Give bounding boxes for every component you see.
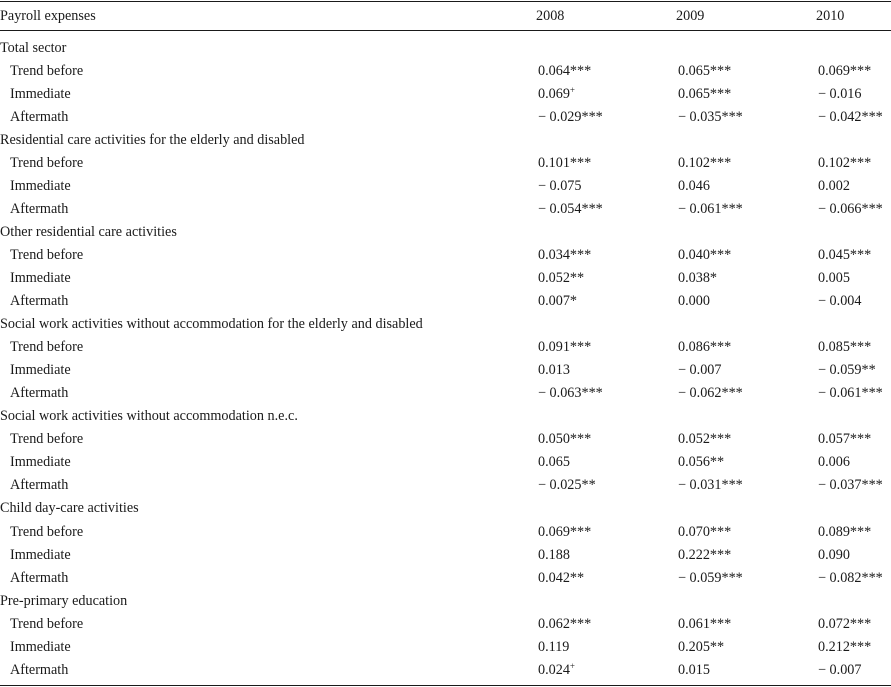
value-2010: 0.006 (818, 454, 850, 470)
significance-mark: + (569, 661, 575, 671)
value-2008: − 0.025** (538, 477, 596, 493)
value-2008: 0.062*** (538, 616, 592, 632)
value-2009: 0.056** (678, 454, 725, 470)
row-label: Trend before (10, 431, 84, 447)
value-2009: − 0.061*** (678, 201, 743, 217)
value-2009: 0.102*** (678, 155, 732, 171)
value-2008: 0.052** (538, 270, 585, 286)
value-2009: 0.061*** (678, 616, 732, 632)
bottom-rule (0, 685, 891, 686)
section-title: Total sector (0, 40, 67, 56)
value-2009: 0.000 (678, 293, 710, 309)
value-2009: − 0.031*** (678, 477, 743, 493)
row-label: Aftermath (10, 201, 69, 217)
value-2009: 0.038* (678, 270, 718, 286)
value-2008: 0.069*** (538, 524, 592, 540)
top-rule (0, 1, 891, 2)
value-2008: 0.101*** (538, 155, 592, 171)
value-2009: 0.046 (678, 178, 710, 194)
value-2009: 0.065*** (678, 86, 732, 102)
row-label: Trend before (10, 616, 84, 632)
value-2010: 0.045*** (818, 247, 872, 263)
value-2008: 0.034*** (538, 247, 592, 263)
value-2010: − 0.004 (818, 293, 862, 309)
row-label: Trend before (10, 339, 84, 355)
value-2010: − 0.061*** (818, 385, 883, 401)
value-2010: 0.069*** (818, 63, 872, 79)
value-2009: 0.065*** (678, 63, 732, 79)
value-2009: − 0.059*** (678, 570, 743, 586)
section-title: Child day-care activities (0, 500, 139, 516)
row-label: Immediate (10, 270, 71, 286)
value-2009: − 0.007 (678, 362, 722, 378)
value-2008: 0.188 (538, 547, 570, 563)
value-2010: 0.072*** (818, 616, 872, 632)
value-2009: 0.040*** (678, 247, 732, 263)
significance-mark: + (569, 85, 575, 95)
value-2008: 0.007* (538, 293, 578, 309)
value-2008: − 0.063*** (538, 385, 603, 401)
value-2008: − 0.029*** (538, 109, 603, 125)
value-2010: 0.057*** (818, 431, 872, 447)
value-2008: 0.091*** (538, 339, 592, 355)
value-text: 0.069 (538, 86, 570, 102)
value-2009: 0.015 (678, 662, 710, 678)
row-label: Aftermath (10, 109, 69, 125)
row-label: Immediate (10, 639, 71, 655)
value-2009: − 0.062*** (678, 385, 743, 401)
row-label: Aftermath (10, 385, 69, 401)
row-label: Immediate (10, 362, 71, 378)
row-label: Aftermath (10, 293, 69, 309)
row-label: Aftermath (10, 570, 69, 586)
header-label: Payroll expenses (0, 8, 96, 24)
row-label: Trend before (10, 524, 84, 540)
value-2010: 0.085*** (818, 339, 872, 355)
value-2009: 0.205** (678, 639, 725, 655)
value-2010: − 0.037*** (818, 477, 883, 493)
section-title: Residential care activities for the elderly and disabled (0, 132, 305, 148)
header-year-2008: 2008 (536, 8, 565, 24)
value-2008: 0.119 (538, 639, 570, 655)
section-title: Pre-primary education (0, 593, 128, 609)
row-label: Aftermath (10, 477, 69, 493)
row-label: Trend before (10, 155, 84, 171)
value-2009: − 0.035*** (678, 109, 743, 125)
value-2010: − 0.007 (818, 662, 862, 678)
section-title: Social work activities without accommodation n.e.c. (0, 408, 298, 424)
header-rule (0, 30, 891, 31)
row-label: Trend before (10, 63, 84, 79)
value-2009: 0.222*** (678, 547, 732, 563)
value-2008: 0.065 (538, 454, 570, 470)
section-title: Social work activities without accommodation for the elderly and disabled (0, 316, 423, 332)
value-2008 (538, 86, 575, 102)
value-2008: 0.042** (538, 570, 585, 586)
value-2010: − 0.042*** (818, 109, 883, 125)
value-text: 0.024 (538, 662, 570, 678)
value-2010: 0.102*** (818, 155, 872, 171)
value-2010: 0.090 (818, 547, 850, 563)
value-2008: 0.064*** (538, 63, 592, 79)
value-2008: 0.013 (538, 362, 570, 378)
header-year-2010: 2010 (816, 8, 845, 24)
value-2010: 0.002 (818, 178, 850, 194)
row-label: Aftermath (10, 662, 69, 678)
value-2010: 0.005 (818, 270, 850, 286)
value-2010: − 0.016 (818, 86, 862, 102)
value-2009: 0.052*** (678, 431, 732, 447)
header-year-2009: 2009 (676, 8, 705, 24)
value-2010: − 0.082*** (818, 570, 883, 586)
row-label: Trend before (10, 247, 84, 263)
row-label: Immediate (10, 86, 71, 102)
row-label: Immediate (10, 547, 71, 563)
value-2008 (538, 662, 575, 678)
value-2010: − 0.059** (818, 362, 876, 378)
value-2008: − 0.075 (538, 178, 582, 194)
value-2010: 0.212*** (818, 639, 872, 655)
value-2010: − 0.066*** (818, 201, 883, 217)
value-2008: 0.050*** (538, 431, 592, 447)
value-2009: 0.086*** (678, 339, 732, 355)
row-label: Immediate (10, 178, 71, 194)
value-2010: 0.089*** (818, 524, 872, 540)
value-2008: − 0.054*** (538, 201, 603, 217)
section-title: Other residential care activities (0, 224, 177, 240)
value-2009: 0.070*** (678, 524, 732, 540)
row-label: Immediate (10, 454, 71, 470)
